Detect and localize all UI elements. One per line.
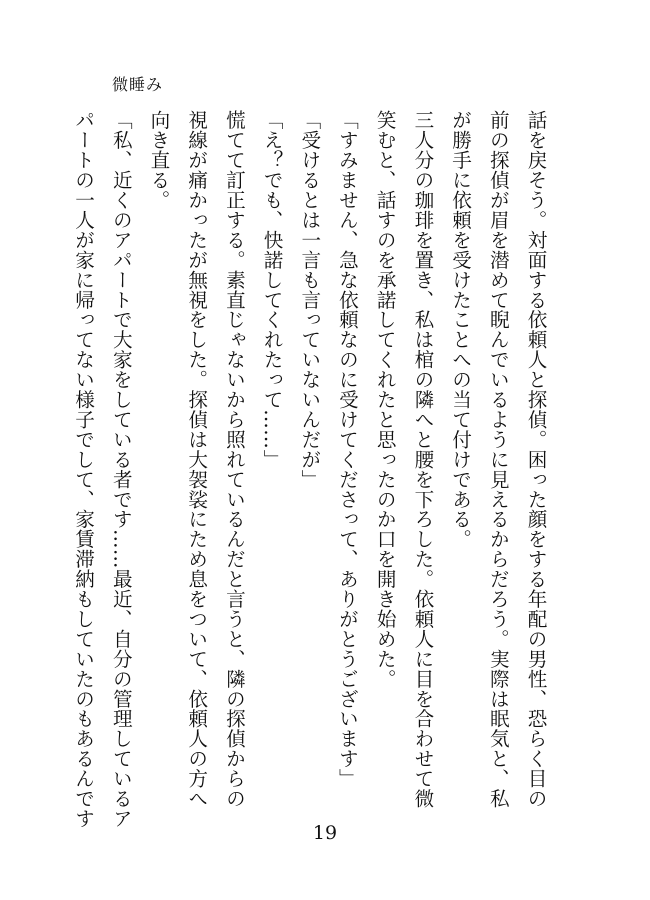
- text-line-5: 笑むと、話すのを承諾してくれたと思ったのか口を開き始めた。: [373, 110, 397, 689]
- text-line-2: 前の探偵が眉を潜めて睨んでいるように見えるからだろう。実際は眠気と、私: [486, 110, 510, 809]
- text-line-13: パートの一人が家に帰ってない様子でして、家賃滞納もしていたのもあるんです: [71, 110, 95, 829]
- text-line-1: 話を戻そう。対面する依頼人と探偵。困った顔をする年配の男性、恐らく目の: [524, 110, 547, 809]
- text-line-6: 「すみません、急な依頼なのに受けてくださって、ありがとうございます」: [335, 110, 359, 789]
- text-line-4: 三人分の珈琲を置き、私は棺の隣へと腰を下ろした。依頼人に目を合わせて微: [410, 110, 434, 809]
- text-line-7: 「受けるとは一言も言っていないんだが」: [297, 110, 321, 490]
- text-line-8: 「え？でも、快諾してくれたって……」: [260, 110, 284, 470]
- text-line-9: 慌てて訂正する。素直じゃないから照れているんだと言うと、隣の探偵からの: [222, 110, 246, 809]
- text-line-12: 「私、近くのアパートで大家をしている者です……最近、自分の管理しているア: [109, 110, 133, 829]
- running-head: 微睡み: [112, 75, 164, 94]
- text-line-3: が勝手に依頼を受けたことへの当て付けである。: [448, 110, 472, 549]
- page-number: 19: [312, 822, 338, 844]
- text-line-10: 視線が痛かったが無視をした。探偵は大袈裟にため息をついて、依頼人の方へ: [184, 110, 208, 809]
- text-line-11: 向き直る。: [146, 110, 170, 210]
- vertical-body-text: [71, 110, 554, 829]
